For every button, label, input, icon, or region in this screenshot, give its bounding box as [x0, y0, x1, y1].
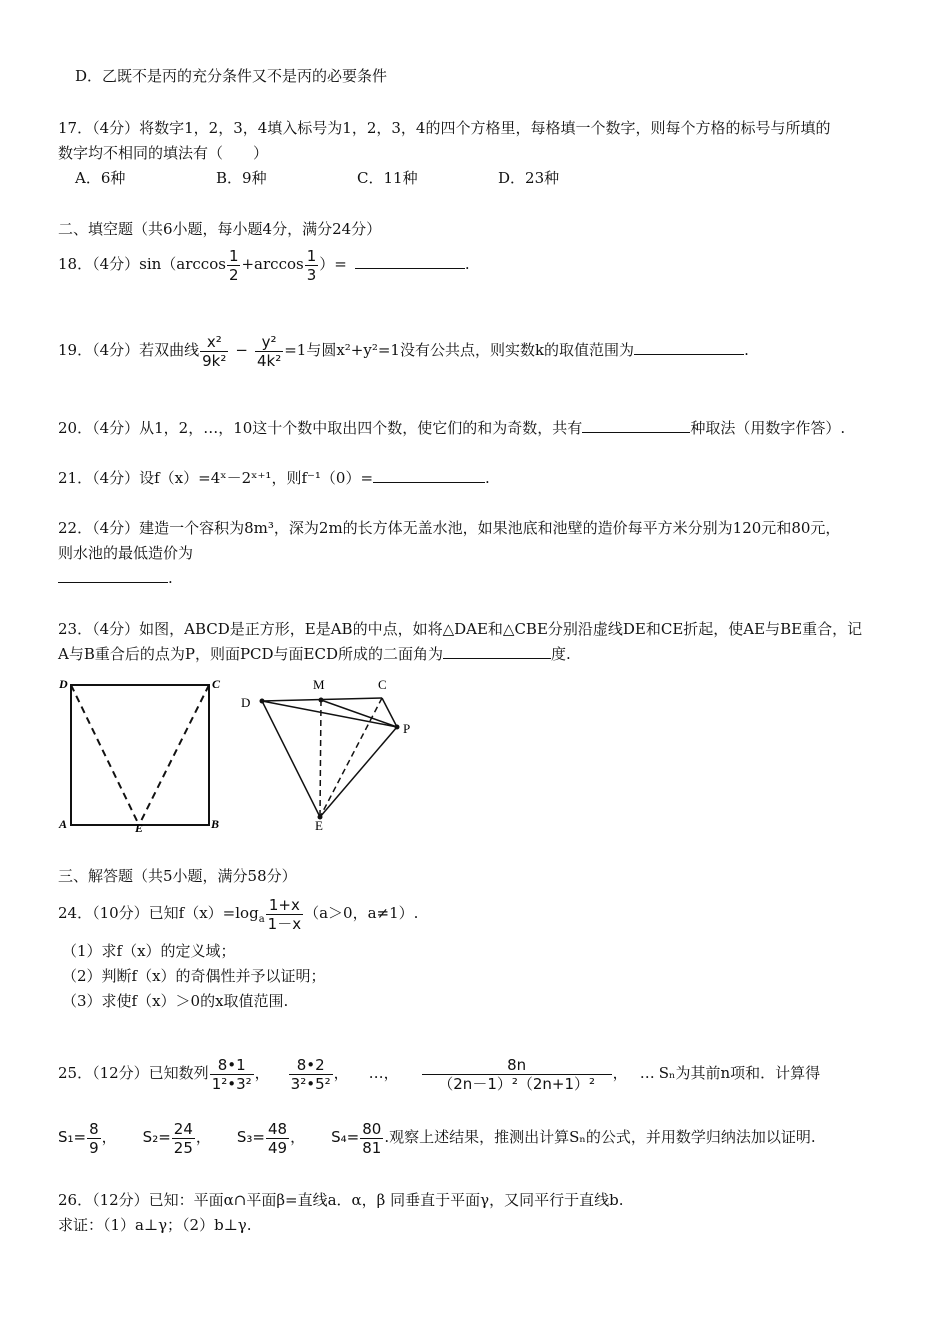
- q26-stem-line1: 26．（12分）已知：平面α∩平面β=直线a．α，β 同垂直于平面γ，又同平行于直线b.: [58, 1191, 624, 1209]
- q20-answer-blank: [582, 418, 690, 433]
- fig1-label-e: E: [135, 821, 144, 835]
- q23-answer-blank: [443, 644, 551, 659]
- section-3-title: 三、解答题（共5小题，满分58分）: [58, 867, 297, 885]
- q24-part-2: （2）判断f（x）的奇偶性并予以证明；: [62, 967, 326, 985]
- q25-sums: S₁= $\frac{8}{9}$ ， S₂= $\frac{24}{25}$ ， S₃= $\frac{48}{49}$ ， S₄= $\frac{80}{81}$ .观察上述结果，推测出计算Sₙ的公式，并用数学归纳法加以证明.: [58, 1119, 816, 1157]
- q23-stem-line2: A与B重合后的点为P，则面PCD与面ECD所成的二面角为 度.: [58, 645, 571, 663]
- q17-option-d: D．23种: [498, 169, 560, 187]
- dashed-edge-me: [320, 700, 321, 817]
- square-abcd: [71, 685, 209, 825]
- q18-answer-blank: [355, 254, 465, 269]
- q17-option-b: B．9种: [216, 169, 267, 187]
- q18-fraction-2: $\frac{1}{3}$: [306, 246, 317, 284]
- q23-stem-line1: 23．（4分）如图，ABCD是正方形，E是AB的中点，如将△DAE和△CBE分别沿虚线DE和CE折起，使AE与BE重合，记: [58, 620, 863, 638]
- q17-stem-line2: 数字均不相同的填法有（ ）: [58, 144, 269, 162]
- dashed-line-de: [71, 685, 139, 825]
- q19-fraction-1: $\frac{\text{x²}}{\text{9k²}}$: [202, 332, 227, 370]
- q18: 18．（4分）sin（arccos $\frac{1}{2}$ +arccos $\frac{1}{3}$ ）= .: [58, 246, 470, 284]
- q24-part-3: （3）求使f（x）＞0的x取值范围.: [62, 992, 289, 1010]
- fig2-label-e: E: [315, 818, 323, 832]
- fig1-label-d: D: [59, 677, 68, 691]
- q24-part-1: （1）求f（x）的定义域；: [62, 942, 236, 960]
- q17-option-c: C．11种: [357, 169, 418, 187]
- q25-s1-fraction: $\frac{8}{9}$: [89, 1119, 99, 1157]
- fig2-label-m: M: [313, 677, 325, 692]
- q17-stem-line1: 17．（4分）将数字1，2，3，4填入标号为1，2，3，4的四个方格里，每格填一个数字，则每个方格的标号与所填的: [58, 119, 831, 137]
- q19-answer-blank: [634, 340, 744, 355]
- edge-de: [262, 701, 320, 817]
- q24-fraction: $\frac{1+x}{1-x}$: [267, 895, 302, 933]
- dashed-line-ce: [139, 685, 209, 825]
- q25-s4-fraction: $\frac{80}{81}$: [362, 1119, 382, 1157]
- fig2-label-d: D: [241, 695, 251, 710]
- q25-s3-fraction: $\frac{48}{49}$: [268, 1119, 288, 1157]
- edge-dp: [262, 701, 397, 727]
- q22-stem-line2: 则水池的最低造价为: [58, 544, 194, 562]
- q21: 21．（4分）设f（x）=4ˣ－2ˣ⁺¹，则f⁻¹（0）= .: [58, 469, 490, 487]
- q25-stem: 25．（12分）已知数列 $\frac{8•1}{\text{1²•3²}}$ ， $\frac{8•2}{\text{3²•5²}}$ ， …， $\frac{8n}{\text{（2n－1）²（2n+1）²}}$ ， … Sₙ为其前n项和．计算得: [58, 1055, 821, 1093]
- q23-figure-square: [55, 675, 235, 835]
- fig1-label-c: C: [212, 677, 221, 691]
- fig2-label-c: C: [378, 677, 387, 692]
- q19-fraction-2: $\frac{\text{y²}}{\text{4k²}}$: [256, 332, 282, 370]
- q22-answer: .: [58, 568, 173, 588]
- fig1-label-b: B: [211, 817, 220, 831]
- q18-fraction-1: $\frac{1}{2}$: [228, 246, 239, 284]
- dashed-edge-ce: [320, 698, 382, 817]
- q21-answer-blank: [373, 468, 485, 483]
- q17-option-a: A．6种: [75, 169, 126, 187]
- q25-term-2: $\frac{8•2}{\text{3²•5²}}$: [290, 1055, 331, 1093]
- q22-answer-blank: [58, 568, 168, 583]
- q25-term-1: $\frac{8•1}{\text{1²•3²}}$: [211, 1055, 252, 1093]
- q23-figure-tetrahedron: [235, 672, 425, 832]
- q26-stem-line2: 求证：（1）a⊥γ；（2）b⊥γ.: [58, 1216, 252, 1234]
- q25-term-n: $\frac{8n}{\text{（2n－1）²（2n+1）²}}$: [422, 1056, 612, 1093]
- q25-s2-fraction: $\frac{24}{25}$: [173, 1119, 193, 1157]
- q16-option-d: D．乙既不是丙的充分条件又不是丙的必要条件: [75, 67, 388, 85]
- q20: 20．（4分）从1，2，…，10这十个数中取出四个数，使它们的和为奇数，共有 种取法（用数字作答）.: [58, 419, 846, 437]
- q24-stem: 24．（10分）已知$f(x)=\log_a$ $\frac{1+x}{1-x}$ （a＞0，a≠1）.: [58, 895, 419, 933]
- edge-ep: [320, 727, 397, 817]
- q22-stem-line1: 22．（4分）建造一个容积为8m³，深为2m的长方体无盖水池，如果池底和池壁的造价每平方米分别为120元和80元，: [58, 519, 841, 537]
- fig1-label-a: A: [59, 817, 68, 831]
- section-2-title: 二、填空题（共6小题，每小题4分，满分24分）: [58, 220, 382, 238]
- fig2-label-p: P: [403, 721, 411, 736]
- q19: 19．（4分）若双曲线 $\frac{\text{x²}}{\text{9k²}}$ − $\frac{\text{y²}}{\text{4k²}}$ =1与圆x²+y²=1没有公共点，则实数k的取值范围为 .: [58, 332, 749, 370]
- q17-options: [75, 168, 559, 188]
